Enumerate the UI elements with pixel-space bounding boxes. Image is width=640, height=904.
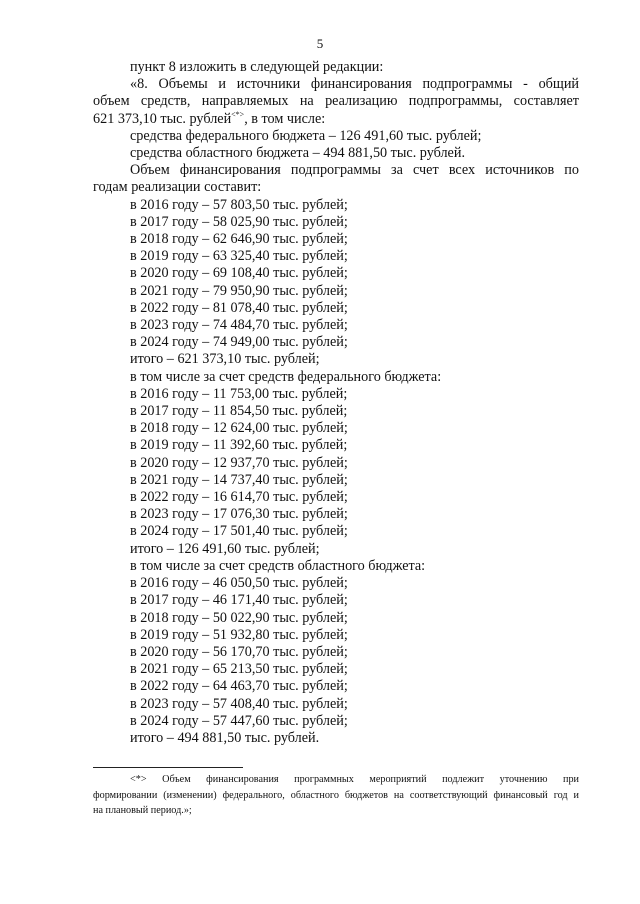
source-federal: средства федерального бюджета – 126 491,60 тыс. рублей; xyxy=(130,127,482,144)
page-number: 5 xyxy=(316,36,324,51)
section-total-suffix: , в том числе: xyxy=(244,110,326,127)
list-item: в 2017 году – 46 171,40 тыс. рублей; xyxy=(130,592,348,609)
section-total-line xyxy=(93,111,579,128)
list-item: в 2019 году – 63 325,40 тыс. рублей; xyxy=(130,248,348,265)
list-item: в 2017 году – 58 025,90 тыс. рублей; xyxy=(130,213,348,230)
footnote xyxy=(93,772,579,819)
footnote-line-1: <*> Объем финансирования программных мероприятий подлежит уточнению при xyxy=(130,774,579,785)
list-item: в 2018 году – 12 624,00 тыс. рублей; xyxy=(130,420,348,437)
list-item: в 2024 году – 74 949,00 тыс. рублей; xyxy=(130,334,348,351)
list-item: в 2016 году – 57 803,50 тыс. рублей; xyxy=(130,196,348,213)
list-item: в 2024 году – 17 501,40 тыс. рублей; xyxy=(130,523,348,540)
federal-total: итого – 126 491,60 тыс. рублей; xyxy=(130,540,320,557)
list-item: в 2019 году – 11 392,60 тыс. рублей; xyxy=(130,437,348,454)
regional-heading: в том числе за счет средств областного бюджета: xyxy=(130,557,426,574)
list-item: в 2024 году – 57 447,60 тыс. рублей; xyxy=(130,712,348,729)
list-item: в 2017 году – 11 854,50 тыс. рублей; xyxy=(130,403,348,420)
funding-sources xyxy=(93,128,579,162)
federal-heading: в том числе за счет средств федерального бюджета: xyxy=(130,368,442,385)
list-item: в 2022 году – 64 463,70 тыс. рублей; xyxy=(130,678,348,695)
list-item: в 2018 году – 62 646,90 тыс. рублей; xyxy=(130,231,348,248)
list-item: в 2023 году – 17 076,30 тыс. рублей; xyxy=(130,506,348,523)
footnote-line-2: формировании (изменении) федерального, областного бюджетов на соответствующий финансовый год и xyxy=(93,789,579,801)
footnote-divider xyxy=(93,767,243,768)
list-item: в 2022 году – 81 078,40 тыс. рублей; xyxy=(130,299,348,316)
all-sources-list xyxy=(93,197,579,369)
list-item: в 2016 году – 11 753,00 тыс. рублей; xyxy=(130,385,348,402)
footnote-marker: <*> xyxy=(231,109,245,119)
regional-total: итого – 494 881,50 тыс. рублей. xyxy=(130,729,320,746)
years-paragraph-line-2: годам реализации составит: xyxy=(93,179,262,196)
list-item: в 2021 году – 14 737,40 тыс. рублей; xyxy=(130,471,348,488)
section-heading-line-2: объем средств, направляемых на реализацию подпрограммы, составляет xyxy=(93,93,579,110)
list-item: в 2023 году – 57 408,40 тыс. рублей; xyxy=(130,695,348,712)
footnote-line-3: на плановый период.»; xyxy=(93,805,192,817)
list-item: в 2023 году – 74 484,70 тыс. рублей; xyxy=(130,317,348,334)
list-item: в 2021 году – 79 950,90 тыс. рублей; xyxy=(130,282,348,299)
federal-budget-list xyxy=(93,369,579,558)
source-regional: средства областного бюджета – 494 881,50 тыс. рублей. xyxy=(130,145,465,162)
document-body xyxy=(93,59,579,747)
list-item: в 2020 году – 56 170,70 тыс. рублей; xyxy=(130,643,348,660)
list-item: в 2019 году – 51 932,80 тыс. рублей; xyxy=(130,626,348,643)
list-item: в 2021 году – 65 213,50 тыс. рублей; xyxy=(130,661,348,678)
list-item: в 2016 году – 46 050,50 тыс. рублей; xyxy=(130,575,348,592)
list-item: в 2018 году – 50 022,90 тыс. рублей; xyxy=(130,609,348,626)
years-paragraph-line-1: Объем финансирования подпрограммы за счет всех источников по xyxy=(130,162,579,179)
all-sources-total: итого – 621 373,10 тыс. рублей; xyxy=(130,351,320,368)
regional-budget-list xyxy=(93,558,579,747)
section-total-amount: 621 373,10 тыс. рублей xyxy=(93,110,232,127)
list-item: в 2020 году – 12 937,70 тыс. рублей; xyxy=(130,454,348,471)
intro-line: пункт 8 изложить в следующей редакции: xyxy=(130,59,384,75)
list-item: в 2022 году – 16 614,70 тыс. рублей; xyxy=(130,489,348,506)
list-item: в 2020 году – 69 108,40 тыс. рублей; xyxy=(130,265,348,282)
section-heading-line-1: «8. Объемы и источники финансирования подпрограммы - общий xyxy=(130,76,579,93)
